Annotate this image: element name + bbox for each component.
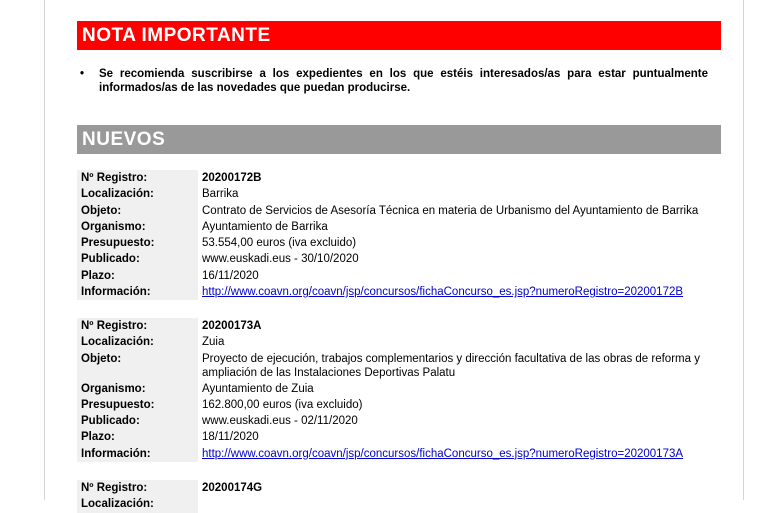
value-localizacion: Zuia: [202, 336, 225, 349]
page-border-right: [743, 0, 744, 500]
value-publicado: www.euskadi.eus - 30/10/2020: [202, 253, 359, 266]
informacion-link[interactable]: http://www.coavn.org/coavn/jsp/concursos/fichaConcurso_es.jsp?numeroRegistro=20200173A: [202, 447, 684, 460]
value-organismo: Ayuntamiento de Barrika: [202, 220, 328, 233]
value-informacion: [202, 284, 727, 300]
record-row-organismo: [77, 381, 727, 397]
label-publicado: Publicado:: [77, 413, 198, 429]
label-organismo: Organismo:: [77, 219, 198, 235]
record-row-informacion: [77, 284, 727, 300]
record-row-objeto: [77, 203, 727, 219]
record-row-publicado: [77, 251, 727, 267]
nota-importante-item: [80, 67, 708, 95]
record-row-presupuesto: [77, 397, 727, 413]
record-row-localizacion: [77, 186, 727, 202]
label-localizacion: Localización:: [77, 496, 198, 512]
page-border-left: [44, 0, 45, 500]
value-plazo: 16/11/2020: [202, 269, 259, 282]
label-plazo: Plazo:: [77, 268, 198, 284]
record-20200173A: [77, 318, 727, 462]
record-20200174G: [77, 480, 727, 513]
label-informacion: Información:: [77, 446, 198, 462]
value-objeto: Contrato de Servicios de Asesoría Técnica en materia de Urbanismo del Ayuntamiento de Barrika: [202, 204, 699, 217]
value-localizacion: [202, 496, 727, 512]
value-localizacion: Barrika: [202, 188, 239, 201]
label-organismo: Organismo:: [77, 381, 198, 397]
label-registro: Nº Registro:: [77, 318, 198, 334]
record-row-informacion: [77, 446, 727, 462]
label-registro: Nº Registro:: [77, 480, 198, 496]
label-registro: Nº Registro:: [77, 170, 198, 186]
label-plazo: Plazo:: [77, 429, 198, 445]
record-row-localizacion: [77, 334, 727, 350]
label-localizacion: Localización:: [77, 186, 198, 202]
record-20200172B: [77, 170, 727, 300]
value-registro: 20200174G: [202, 482, 263, 494]
label-informacion: Información:: [77, 284, 198, 300]
value-presupuesto: 162.800,00 euros (iva excluido): [202, 398, 363, 411]
record-row-objeto: [77, 351, 727, 381]
value-registro: 20200172B: [202, 172, 262, 184]
value-registro: 20200173A: [202, 320, 262, 332]
label-objeto: Objeto:: [77, 203, 198, 219]
record-row-plazo: [77, 429, 727, 445]
value-publicado: www.euskadi.eus - 02/11/2020: [202, 415, 358, 428]
value-organismo: Ayuntamiento de Zuia: [202, 382, 314, 395]
nota-importante-text: Se recomienda suscribirse a los expedientes en los que estéis interesados/as para estar puntualmente informados/as de las novedades que puedan producirse.: [99, 68, 708, 94]
record-row-localizacion: [77, 496, 727, 512]
value-objeto: Proyecto de ejecución, trabajos complementarios y dirección facultativa de las obras de reforma y ampliación de las Instalaciones Deportivas Palatu: [202, 352, 700, 379]
record-row-publicado: [77, 413, 727, 429]
nuevos-heading: NUEVOS: [77, 125, 721, 154]
record-row-plazo: [77, 268, 727, 284]
label-objeto: Objeto:: [77, 351, 198, 381]
value-plazo: 18/11/2020: [202, 431, 259, 444]
record-row-registro: [77, 480, 727, 496]
record-row-registro: [77, 318, 727, 334]
nota-importante-heading: NOTA IMPORTANTE: [77, 21, 721, 50]
label-localizacion: Localización:: [77, 334, 198, 350]
bullet-icon: •: [80, 68, 85, 80]
label-presupuesto: Presupuesto:: [77, 397, 198, 413]
record-row-registro: [77, 170, 727, 186]
record-row-presupuesto: [77, 235, 727, 251]
record-row-organismo: [77, 219, 727, 235]
label-publicado: Publicado:: [77, 251, 198, 267]
label-presupuesto: Presupuesto:: [77, 235, 198, 251]
informacion-link[interactable]: http://www.coavn.org/coavn/jsp/concursos/fichaConcurso_es.jsp?numeroRegistro=20200172B: [202, 286, 684, 299]
value-presupuesto: 53.554,00 euros (iva excluido): [202, 237, 357, 250]
value-informacion: [202, 446, 727, 462]
